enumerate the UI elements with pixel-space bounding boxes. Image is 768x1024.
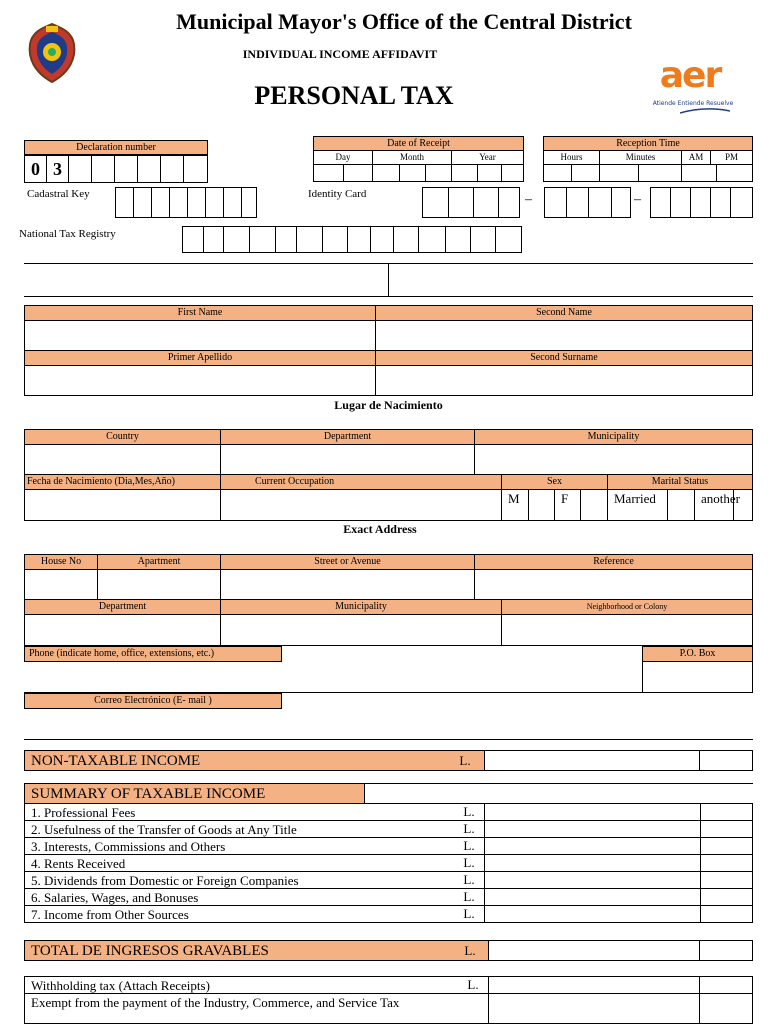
reception-hours-label: Hours	[543, 150, 600, 165]
first-name-label: First Name	[24, 305, 376, 321]
identity-box-11[interactable]	[690, 187, 711, 218]
rtn-box-14[interactable]	[495, 226, 522, 253]
declaration-number-label: Declaration number	[24, 140, 208, 155]
receipt-month-box-3[interactable]	[425, 164, 452, 182]
identity-box-8[interactable]	[611, 187, 631, 218]
withholding-cents-field[interactable]	[699, 976, 753, 994]
cadastral-box-3[interactable]	[151, 187, 170, 218]
cadastral-box-4[interactable]	[169, 187, 188, 218]
identity-box-1[interactable]	[422, 187, 449, 218]
receipt-year-box-3[interactable]	[501, 164, 524, 182]
house-number-field[interactable]	[24, 569, 98, 600]
income-item-4-currency: L.	[463, 855, 475, 870]
aer-logo-tagline: Atiende Entiende Resuelve	[652, 100, 734, 107]
first-name-field[interactable]	[24, 320, 376, 351]
cadastral-box-5[interactable]	[187, 187, 206, 218]
address-municipality-field[interactable]	[220, 614, 502, 646]
declaration-digit-3[interactable]	[68, 155, 92, 183]
income-item-6-currency: L.	[463, 889, 475, 904]
identity-box-3[interactable]	[473, 187, 499, 218]
non-taxable-income-label: NON-TAXABLE INCOME	[24, 750, 485, 771]
marital-status-label: Marital Status	[607, 474, 753, 490]
logo-swoosh-icon	[680, 108, 730, 114]
birth-department-label: Department	[220, 429, 475, 445]
income-item-4: 4. Rents Received	[24, 854, 485, 872]
reception-minutes-box-2[interactable]	[638, 164, 682, 182]
birth-date-field[interactable]	[24, 489, 221, 521]
income-item-5-currency: L.	[463, 872, 475, 887]
birthplace-title: Lugar de Nacimiento	[334, 398, 443, 412]
occupation-label: Current Occupation	[220, 474, 502, 490]
email-field[interactable]	[24, 708, 753, 740]
sex-label: Sex	[501, 474, 608, 490]
identity-box-9[interactable]	[650, 187, 671, 218]
date-of-receipt-label: Date of Receipt	[313, 136, 524, 151]
aer-logo	[640, 55, 740, 114]
income-item-1-cents[interactable]	[700, 803, 753, 821]
reception-minutes-label: Minutes	[599, 150, 682, 165]
rtn-box-2[interactable]	[203, 226, 224, 253]
reception-am-label: AM	[681, 150, 711, 165]
total-taxable-income-label: TOTAL DE INGRESOS GRAVABLES	[24, 940, 489, 961]
income-item-2-cents[interactable]	[700, 820, 753, 838]
marital-married-checkbox[interactable]	[667, 489, 695, 521]
rtn-box-7[interactable]	[322, 226, 348, 253]
declaration-digit-1[interactable]: 0	[24, 155, 47, 183]
reception-pm-label: PM	[710, 150, 753, 165]
rtn-box-10[interactable]	[393, 226, 419, 253]
po-box-field[interactable]	[642, 661, 753, 693]
reception-am-box[interactable]	[681, 164, 717, 182]
address-department-field[interactable]	[24, 614, 221, 646]
rtn-box-9[interactable]	[370, 226, 394, 253]
house-number-label: House No	[24, 554, 98, 570]
income-item-4-amount[interactable]	[484, 854, 701, 872]
income-item-5: 5. Dividends from Domestic or Foreign Companies	[24, 871, 485, 889]
income-item-7-cents[interactable]	[700, 905, 753, 923]
street-field[interactable]	[220, 569, 475, 600]
income-item-2-currency: L.	[463, 821, 475, 836]
office-title: Municipal Mayor's Office of the Central District	[176, 9, 632, 34]
municipal-seal	[26, 22, 78, 84]
receipt-year-label: Year	[451, 150, 524, 165]
blank-strip-divider	[388, 263, 389, 297]
income-item-1: 1. Professional Fees	[24, 803, 485, 821]
reception-time-label: Reception Time	[543, 136, 753, 151]
birth-date-label: Fecha de Nacimiento (Dia,Mes,Año)	[24, 474, 221, 490]
occupation-field[interactable]	[220, 489, 502, 521]
address-municipality-label: Municipality	[220, 599, 502, 615]
cadastral-box-6[interactable]	[205, 187, 224, 218]
income-item-7-amount[interactable]	[484, 905, 701, 923]
second-name-label: Second Name	[375, 305, 753, 321]
cadastral-box-7[interactable]	[223, 187, 242, 218]
identity-box-2[interactable]	[448, 187, 474, 218]
blank-strip-bottom-rule	[24, 296, 753, 297]
declaration-digit-4[interactable]	[91, 155, 115, 183]
sex-male-label: M	[501, 489, 529, 521]
second-surname-label: Second Surname	[375, 350, 753, 366]
address-department-label: Department	[24, 599, 221, 615]
rtn-box-11[interactable]	[418, 226, 446, 253]
withholding-amount-field[interactable]	[488, 976, 700, 994]
taxable-income-summary-label: SUMMARY OF TAXABLE INCOME	[24, 783, 365, 804]
exempt-tax-label: Exempt from the payment of the Industry, Commerce, and Service Tax	[24, 993, 489, 1024]
income-item-1-amount[interactable]	[484, 803, 701, 821]
reference-field[interactable]	[474, 569, 753, 600]
cadastral-box-1[interactable]	[115, 187, 134, 218]
reception-pm-box[interactable]	[716, 164, 753, 182]
neighborhood-label: Neighborhood or Colony	[501, 599, 753, 615]
form-heading: PERSONAL TAX	[254, 81, 454, 110]
reception-hours-box-2[interactable]	[571, 164, 600, 182]
summary-top-rule	[364, 783, 753, 784]
declaration-digit-6[interactable]	[137, 155, 161, 183]
phone-label: Phone (indicate home, office, extensions, etc.)	[24, 646, 282, 662]
rtn-box-3[interactable]	[223, 226, 250, 253]
rtn-box-1[interactable]	[182, 226, 204, 253]
exempt-amount-field[interactable]	[488, 993, 700, 1024]
identity-card-label: Identity Card	[308, 188, 367, 200]
birth-country-label: Country	[24, 429, 221, 445]
reception-hours-box-1[interactable]	[543, 164, 572, 182]
income-item-3-currency: L.	[463, 838, 475, 853]
form-subtitle: INDIVIDUAL INCOME AFFIDAVIT	[242, 47, 438, 61]
exempt-cents-field[interactable]	[699, 993, 753, 1024]
receipt-year-box-2[interactable]	[477, 164, 502, 182]
receipt-day-label: Day	[313, 150, 373, 165]
identity-box-6[interactable]	[566, 187, 589, 218]
po-box-label: P.O. Box	[642, 646, 753, 662]
identity-separator-2: –	[634, 192, 641, 207]
cadastral-box-8[interactable]	[241, 187, 257, 218]
birth-department-field[interactable]	[220, 444, 475, 475]
non-taxable-currency: L.	[459, 753, 471, 768]
income-item-7: 7. Income from Other Sources	[24, 905, 485, 923]
apartment-field[interactable]	[97, 569, 221, 600]
rtn-box-8[interactable]	[347, 226, 371, 253]
receipt-month-box-1[interactable]	[372, 164, 400, 182]
income-item-2: 2. Usefulness of the Transfer of Goods at Any Title	[24, 820, 485, 838]
receipt-day-box-2[interactable]	[343, 164, 373, 182]
receipt-month-box-2[interactable]	[399, 164, 426, 182]
income-item-6-amount[interactable]	[484, 888, 701, 906]
marital-married-label: Married	[607, 489, 668, 521]
total-currency: L.	[464, 943, 476, 958]
rtn-box-4[interactable]	[249, 226, 276, 253]
cadastral-box-2[interactable]	[133, 187, 152, 218]
income-item-3-cents[interactable]	[700, 837, 753, 855]
rtn-box-6[interactable]	[296, 226, 323, 253]
income-item-5-amount[interactable]	[484, 871, 701, 889]
declaration-digit-7[interactable]	[160, 155, 184, 183]
income-item-3: 3. Interests, Commissions and Others	[24, 837, 485, 855]
first-surname-field[interactable]	[24, 365, 376, 396]
rtn-box-5[interactable]	[275, 226, 297, 253]
non-taxable-cents-field[interactable]	[699, 750, 753, 771]
email-label: Correo Electrónico (E- mail )	[24, 693, 282, 709]
identity-box-13[interactable]	[730, 187, 753, 218]
income-item-6-cents[interactable]	[700, 888, 753, 906]
withholding-currency: L.	[467, 977, 479, 992]
sex-female-label: F	[554, 489, 581, 521]
identity-box-4[interactable]	[498, 187, 520, 218]
second-name-field[interactable]	[375, 320, 753, 351]
receipt-year-box-1[interactable]	[451, 164, 478, 182]
declaration-digit-8[interactable]	[183, 155, 208, 183]
national-tax-registry-label: National Tax Registry	[19, 228, 116, 240]
identity-box-12[interactable]	[710, 187, 731, 218]
non-taxable-amount-field[interactable]	[484, 750, 700, 771]
reception-minutes-box-1[interactable]	[599, 164, 639, 182]
income-item-4-cents[interactable]	[700, 854, 753, 872]
first-surname-label: Primer Apellido	[24, 350, 376, 366]
birth-country-field[interactable]	[24, 444, 221, 475]
income-item-7-currency: L.	[463, 906, 475, 921]
aer-logo-text: aer	[659, 55, 721, 96]
exact-address-title: Exact Address	[343, 522, 417, 536]
identity-separator-1: –	[525, 192, 532, 207]
total-amount-field[interactable]	[488, 940, 700, 961]
identity-box-5[interactable]	[544, 187, 567, 218]
declaration-digit-5[interactable]	[114, 155, 138, 183]
marital-another-label: another	[694, 489, 734, 521]
identity-box-10[interactable]	[670, 187, 691, 218]
income-item-2-amount[interactable]	[484, 820, 701, 838]
total-cents-field[interactable]	[699, 940, 753, 961]
second-surname-field[interactable]	[375, 365, 753, 396]
receipt-day-box-1[interactable]	[313, 164, 344, 182]
income-item-3-amount[interactable]	[484, 837, 701, 855]
birth-municipality-label: Municipality	[474, 429, 753, 445]
withholding-tax-label: Withholding tax (Attach Receipts)	[24, 976, 489, 994]
sex-female-checkbox[interactable]	[580, 489, 608, 521]
birth-municipality-field[interactable]	[474, 444, 753, 475]
sex-male-checkbox[interactable]	[528, 489, 555, 521]
phone-field[interactable]	[24, 661, 643, 693]
neighborhood-field[interactable]	[501, 614, 753, 646]
reference-label: Reference	[474, 554, 753, 570]
rtn-box-13[interactable]	[470, 226, 496, 253]
income-item-6: 6. Salaries, Wages, and Bonuses	[24, 888, 485, 906]
rtn-box-12[interactable]	[445, 226, 471, 253]
identity-box-7[interactable]	[588, 187, 612, 218]
apartment-label: Apartment	[97, 554, 221, 570]
declaration-digit-2[interactable]: 3	[46, 155, 69, 183]
income-table	[24, 803, 753, 923]
receipt-month-label: Month	[372, 150, 452, 165]
marital-another-checkbox[interactable]	[733, 489, 753, 521]
income-item-1-currency: L.	[463, 804, 475, 819]
cadastral-key-label: Cadastral Key	[27, 188, 90, 200]
income-item-5-cents[interactable]	[700, 871, 753, 889]
street-label: Street or Avenue	[220, 554, 475, 570]
